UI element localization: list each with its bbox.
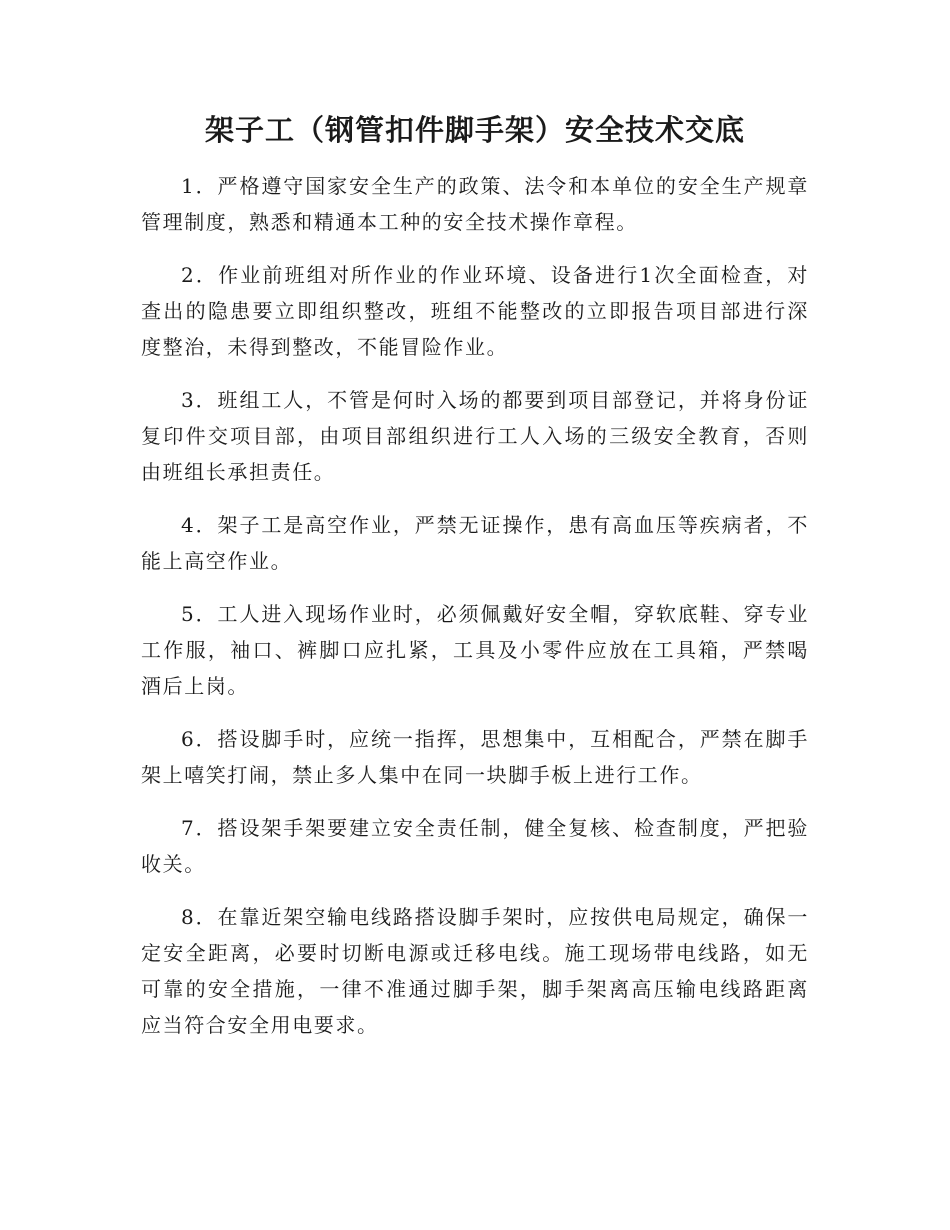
paragraph-2: 2．作业前班组对所作业的作业环境、设备进行1次全面检查，对查出的隐患要立即组织整改，班组不能整改的立即报告项目部进行深度整治，未得到整改，不能冒险作业。 [141,263,809,359]
document-body [141,168,809,1060]
document-title: 架子工（钢管扣件脚手架）安全技术交底 [204,113,745,147]
paragraph-6: 6．搭设脚手时，应统一指挥，思想集中，互相配合，严禁在脚手架上嘻笑打闹，禁止多人集中在同一块脚手板上进行工作。 [141,727,809,787]
paragraph-8: 8．在靠近架空输电线路搭设脚手架时，应按供电局规定，确保一定安全距离，必要时切断电源或迁移电线。施工现场带电线路，如无可靠的安全措施，一律不准通过脚手架，脚手架离高压输电线路距离应当符合安全用电要求。 [141,905,809,1037]
paragraph-3: 3．班组工人，不管是何时入场的都要到项目部登记，并将身份证复印件交项目部，由项目部组织进行工人入场的三级安全教育，否则由班组长承担责任。 [141,388,809,484]
paragraph-5: 5．工人进入现场作业时，必须佩戴好安全帽，穿软底鞋、穿专业工作服，袖口、裤脚口应扎紧，工具及小零件应放在工具箱，严禁喝酒后上岗。 [141,602,809,698]
paragraph-1: 1．严格遵守国家安全生产的政策、法令和本单位的安全生产规章管理制度，熟悉和精通本工种的安全技术操作章程。 [141,174,809,234]
paragraph-7: 7．搭设架手架要建立安全责任制，健全复核、检查制度，严把验收关。 [141,816,809,876]
paragraph-4: 4．架子工是高空作业，严禁无证操作，患有高血压等疾病者，不能上高空作业。 [141,513,809,573]
